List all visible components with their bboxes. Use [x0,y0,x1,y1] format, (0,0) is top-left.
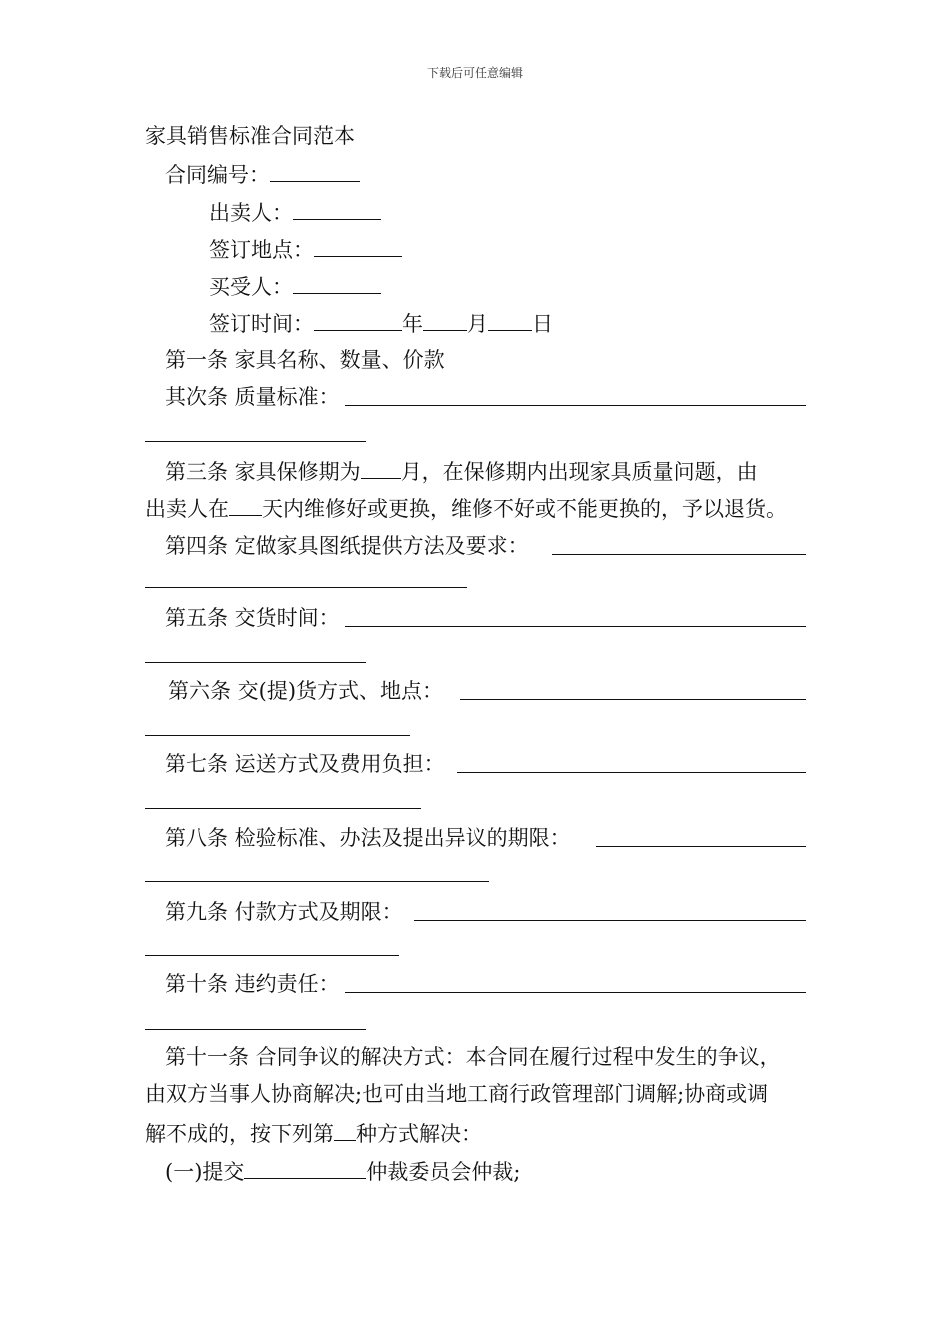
month-label: 月 [467,312,488,336]
article-11-line-1: 第十一条 合同争议的解决方式：本合同在履行过程中发生的争议， [165,1045,781,1069]
article-7-blank-1 [457,772,806,773]
day-label: 日 [532,312,553,336]
article-3-text-a: 第三条 家具保修期为 [165,460,361,484]
article-8: 第八条 检验标准、办法及提出异议的期限： [165,826,571,850]
article-4-blank-2 [145,587,467,588]
article-6-blank-2 [145,735,410,736]
repair-days-blank [229,493,262,516]
article-9-blank-1 [414,920,806,921]
article-5-blank-1 [345,626,806,627]
article-10-blank-1 [345,992,806,993]
sign-time-line [209,308,553,338]
page-header: 下载后可任意编辑 [426,66,523,80]
seller-label: 出卖人： [209,201,293,225]
article-10: 第十条 违约责任： [165,972,340,996]
article-11-text-a: 解不成的，按下列第 [145,1122,334,1146]
article-3-text-d: 天内维修好或更换，维修不好或不能更换的，予以退货。 [262,497,787,521]
article-5-blank-2 [145,662,366,663]
article-9: 第九条 付款方式及期限： [165,900,403,924]
article-7-blank-2 [145,808,421,809]
day-blank [488,308,532,331]
seller-line [209,197,381,227]
article-3-text-b: 月，在保修期内出现家具质量问题，由 [400,460,758,484]
option-1-text-b: 仲裁委员会仲裁; [366,1160,521,1184]
article-2-blank-2 [145,441,366,442]
article-3-text-c: 出卖人在 [145,497,229,521]
contract-number-line [165,159,360,189]
article-11-line-2: 由双方当事人协商解决;也可由当地工商行政管理部门调解;协商或调 [145,1082,769,1106]
contract-number-label: 合同编号： [165,163,270,187]
document-title: 家具销售标准合同范本 [145,124,355,148]
article-8-blank-1 [596,846,806,847]
article-1: 第一条 家具名称、数量、价款 [165,348,445,372]
option-1-text-a: (一)提交 [165,1160,245,1184]
sign-place-blank [314,234,402,257]
article-11-text-b: 种方式解决： [356,1122,482,1146]
contract-number-blank [270,159,360,182]
method-number-blank [334,1118,356,1141]
article-2-blank-1 [345,405,806,406]
sign-place-line [209,234,402,264]
buyer-line [209,271,381,301]
article-3-line-1 [165,456,758,486]
article-5: 第五条 交货时间： [165,606,340,630]
article-11-line-3 [145,1118,482,1148]
article-4: 第四条 定做家具图纸提供方法及要求： [165,534,529,558]
article-8-blank-2 [145,881,489,882]
arbitration-committee-blank [244,1156,366,1179]
article-4-blank-1 [552,554,806,555]
buyer-label: 买受人： [209,275,293,299]
seller-blank [293,197,381,220]
year-label: 年 [402,312,423,336]
buyer-blank [293,271,381,294]
sign-time-label: 签订时间： [209,312,314,336]
article-6: 第六条 交(提)货方式、地点： [168,679,444,703]
option-1-line [165,1156,520,1186]
article-10-blank-2 [145,1029,366,1030]
article-7: 第七条 运送方式及费用负担： [165,752,445,776]
article-3-line-2 [145,493,787,523]
warranty-months-blank [361,456,401,479]
month-blank [423,308,467,331]
year-blank [314,308,402,331]
article-9-blank-2 [145,955,399,956]
article-6-blank-1 [460,699,806,700]
article-2: 其次条 质量标准： [165,385,340,409]
sign-place-label: 签订地点： [209,238,314,262]
